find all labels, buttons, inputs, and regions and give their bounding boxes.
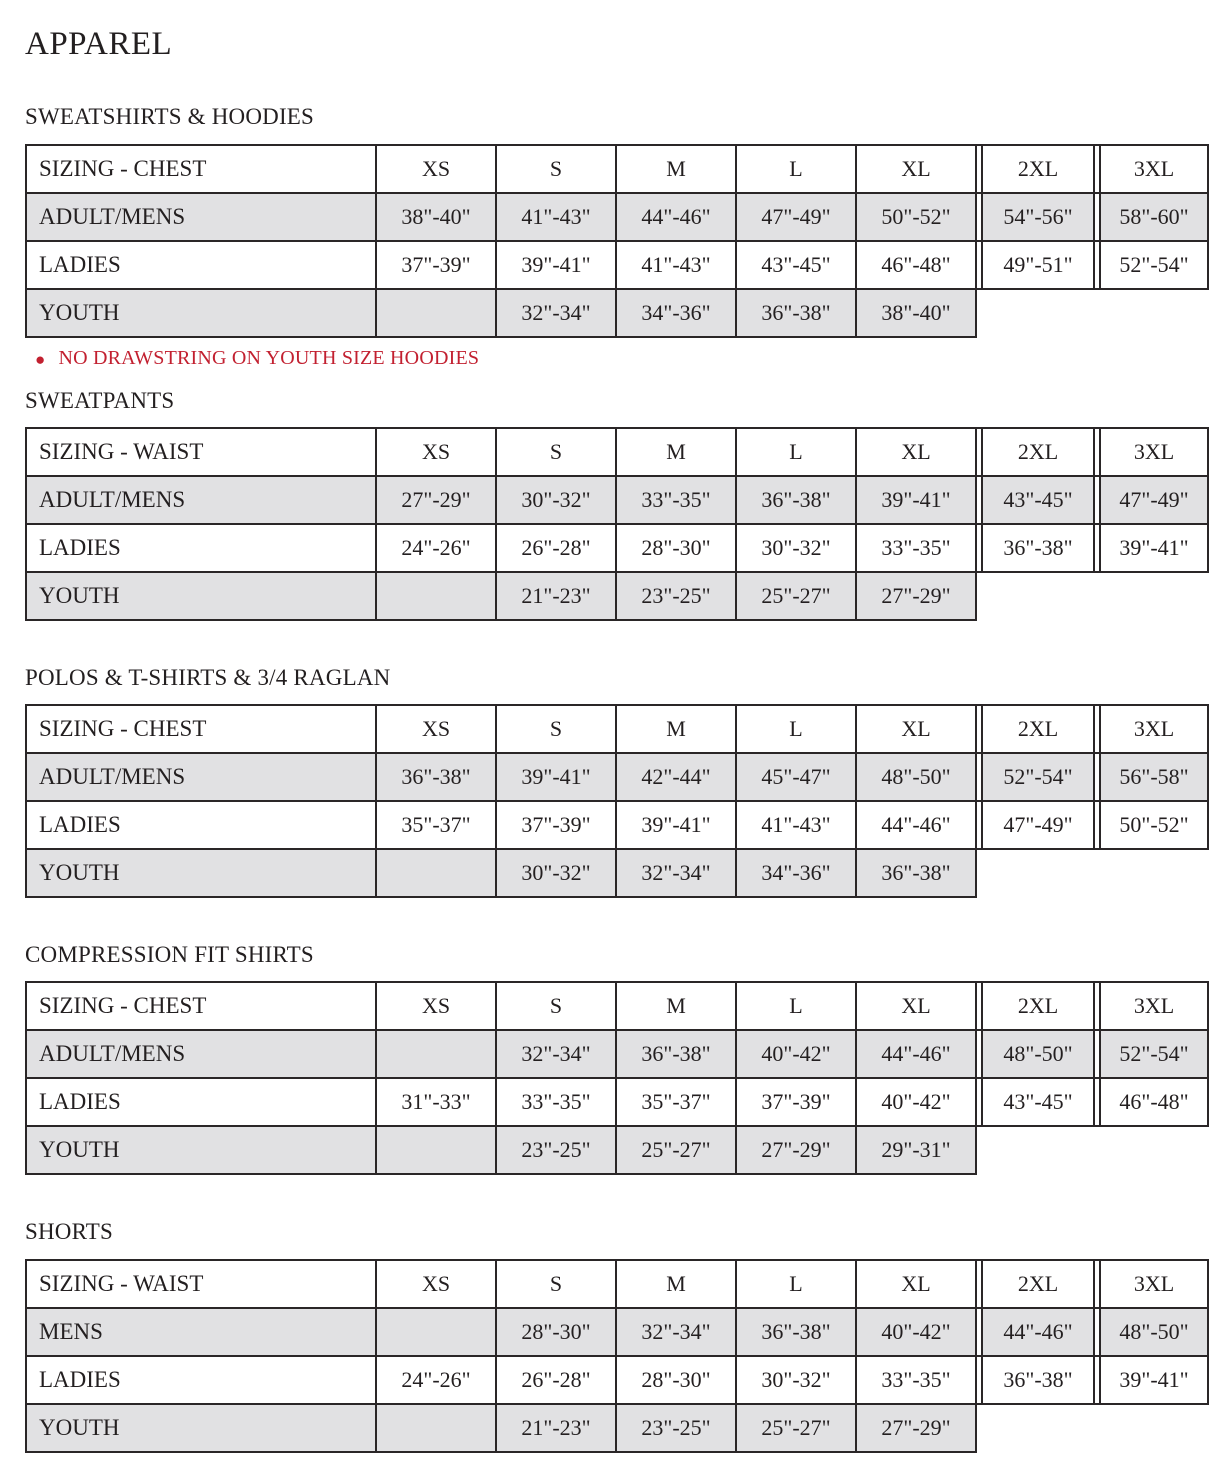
size-col-header: XL (856, 982, 976, 1030)
size-col-header: 2XL (982, 1260, 1094, 1308)
size-table-body (26, 428, 1208, 620)
size-col-header: L (736, 982, 856, 1030)
absent-cell (982, 289, 1094, 337)
row-label: LADIES (26, 524, 376, 572)
size-cell: 30"-32" (496, 476, 616, 524)
row-label: LADIES (26, 801, 376, 849)
size-cell: 32"-34" (616, 1308, 736, 1356)
size-col-header: S (496, 982, 616, 1030)
size-cell: 25"-27" (736, 1404, 856, 1452)
size-cell: 43"-45" (982, 1078, 1094, 1126)
corner-label: SIZING - CHEST (26, 705, 376, 753)
size-section (25, 1219, 1207, 1452)
size-cell: 31"-33" (376, 1078, 496, 1126)
size-table-body (26, 145, 1208, 337)
size-cell: 26"-28" (496, 1356, 616, 1404)
size-cell: 39"-41" (856, 476, 976, 524)
size-col-header: S (496, 428, 616, 476)
size-cell: 27"-29" (736, 1126, 856, 1174)
absent-cell (982, 1404, 1094, 1452)
size-cell: 33"-35" (856, 1356, 976, 1404)
size-cell: 46"-48" (856, 241, 976, 289)
size-col-header: M (616, 705, 736, 753)
size-col-header: 2XL (982, 428, 1094, 476)
size-cell: 33"-35" (856, 524, 976, 572)
size-cell: 54"-56" (982, 193, 1094, 241)
size-col-header: XS (376, 1260, 496, 1308)
size-cell: 21"-23" (496, 572, 616, 620)
size-cell: 37"-39" (736, 1078, 856, 1126)
size-row (26, 1308, 1208, 1356)
size-col-header: 2XL (982, 982, 1094, 1030)
size-row (26, 241, 1208, 289)
size-cell: 44"-46" (856, 801, 976, 849)
size-cell: 27"-29" (856, 1404, 976, 1452)
corner-label: SIZING - CHEST (26, 145, 376, 193)
size-col-header: M (616, 145, 736, 193)
size-row (26, 572, 1208, 620)
size-row (26, 1356, 1208, 1404)
size-cell: 34"-36" (736, 849, 856, 897)
row-label: ADULT/MENS (26, 476, 376, 524)
size-row (26, 1030, 1208, 1078)
size-cell: 39"-41" (1100, 1356, 1208, 1404)
note (35, 347, 1207, 370)
size-cell: 52"-54" (1100, 241, 1208, 289)
size-cell: 38"-40" (376, 193, 496, 241)
corner-label: SIZING - WAIST (26, 428, 376, 476)
header-row (26, 145, 1208, 193)
size-col-header: XS (376, 145, 496, 193)
size-cell: 48"-50" (1100, 1308, 1208, 1356)
size-cell: 27"-29" (856, 572, 976, 620)
size-col-header: M (616, 428, 736, 476)
size-col-header: S (496, 705, 616, 753)
size-table-body (26, 1260, 1208, 1452)
absent-cell (1100, 849, 1208, 897)
size-cell: 32"-34" (496, 289, 616, 337)
size-cell: 36"-38" (736, 476, 856, 524)
size-section (25, 942, 1207, 1175)
empty-cell (376, 1126, 496, 1174)
size-cell: 29"-31" (856, 1126, 976, 1174)
header-row (26, 705, 1208, 753)
empty-cell (376, 289, 496, 337)
size-cell: 41"-43" (736, 801, 856, 849)
size-col-header: 2XL (982, 145, 1094, 193)
size-col-header: L (736, 145, 856, 193)
size-cell: 38"-40" (856, 289, 976, 337)
size-col-header: XL (856, 705, 976, 753)
row-label: YOUTH (26, 1404, 376, 1452)
size-col-header: XL (856, 428, 976, 476)
row-label: YOUTH (26, 1126, 376, 1174)
corner-label: SIZING - WAIST (26, 1260, 376, 1308)
absent-cell (982, 849, 1094, 897)
empty-cell (376, 1404, 496, 1452)
size-cell: 40"-42" (736, 1030, 856, 1078)
size-cell: 36"-38" (982, 1356, 1094, 1404)
row-label: LADIES (26, 241, 376, 289)
note-text: NO DRAWSTRING ON YOUTH SIZE HOODIES (58, 346, 480, 369)
size-section (25, 388, 1207, 621)
size-cell: 47"-49" (982, 801, 1094, 849)
size-cell: 47"-49" (1100, 476, 1208, 524)
absent-cell (1100, 1126, 1208, 1174)
size-cell: 28"-30" (616, 524, 736, 572)
size-col-header: 3XL (1100, 982, 1208, 1030)
size-cell: 36"-38" (736, 289, 856, 337)
size-table-body (26, 982, 1208, 1174)
size-cell: 48"-50" (856, 753, 976, 801)
sections-container (25, 104, 1207, 1452)
size-cell: 42"-44" (616, 753, 736, 801)
size-cell: 49"-51" (982, 241, 1094, 289)
row-label: ADULT/MENS (26, 1030, 376, 1078)
page-title: APPAREL (25, 26, 173, 62)
size-cell: 52"-54" (1100, 1030, 1208, 1078)
size-row (26, 193, 1208, 241)
size-row (26, 849, 1208, 897)
size-cell: 41"-43" (616, 241, 736, 289)
absent-cell (1100, 289, 1208, 337)
size-cell: 43"-45" (982, 476, 1094, 524)
size-table (25, 1259, 1209, 1453)
size-cell: 28"-30" (496, 1308, 616, 1356)
empty-cell (376, 1308, 496, 1356)
size-col-header: M (616, 982, 736, 1030)
size-table (25, 981, 1209, 1175)
size-cell: 23"-25" (616, 572, 736, 620)
size-col-header: XS (376, 982, 496, 1030)
absent-cell (982, 1126, 1094, 1174)
size-cell: 39"-41" (496, 241, 616, 289)
size-cell: 25"-27" (616, 1126, 736, 1174)
size-cell: 46"-48" (1100, 1078, 1208, 1126)
row-label: ADULT/MENS (26, 753, 376, 801)
size-cell: 28"-30" (616, 1356, 736, 1404)
size-row (26, 1126, 1208, 1174)
size-cell: 48"-50" (982, 1030, 1094, 1078)
size-cell: 25"-27" (736, 572, 856, 620)
size-row (26, 476, 1208, 524)
size-cell: 41"-43" (496, 193, 616, 241)
size-table (25, 144, 1209, 338)
size-cell: 36"-38" (982, 524, 1094, 572)
size-cell: 26"-28" (496, 524, 616, 572)
size-cell: 30"-32" (496, 849, 616, 897)
empty-cell (376, 1030, 496, 1078)
size-cell: 37"-39" (496, 801, 616, 849)
size-row (26, 753, 1208, 801)
size-col-header: XL (856, 1260, 976, 1308)
size-cell: 50"-52" (1100, 801, 1208, 849)
size-col-header: XS (376, 705, 496, 753)
size-cell: 40"-42" (856, 1308, 976, 1356)
size-cell: 36"-38" (376, 753, 496, 801)
header-row (26, 428, 1208, 476)
size-cell: 36"-38" (736, 1308, 856, 1356)
size-cell: 47"-49" (736, 193, 856, 241)
size-cell: 44"-46" (616, 193, 736, 241)
row-label: ADULT/MENS (26, 193, 376, 241)
size-cell: 50"-52" (856, 193, 976, 241)
size-row (26, 801, 1208, 849)
section-heading: POLOS & T-SHIRTS & 3/4 RAGLAN (25, 664, 391, 690)
size-cell: 33"-35" (496, 1078, 616, 1126)
empty-cell (376, 849, 496, 897)
size-col-header: 3XL (1100, 705, 1208, 753)
size-col-header: S (496, 1260, 616, 1308)
size-cell: 23"-25" (616, 1404, 736, 1452)
size-section (25, 104, 1207, 369)
corner-label: SIZING - CHEST (26, 982, 376, 1030)
size-cell: 30"-32" (736, 1356, 856, 1404)
section-heading: SHORTS (25, 1219, 114, 1245)
row-label: LADIES (26, 1356, 376, 1404)
size-col-header: L (736, 1260, 856, 1308)
size-cell: 52"-54" (982, 753, 1094, 801)
size-col-header: L (736, 705, 856, 753)
size-cell: 35"-37" (376, 801, 496, 849)
size-cell: 30"-32" (736, 524, 856, 572)
size-cell: 44"-46" (856, 1030, 976, 1078)
absent-cell (982, 572, 1094, 620)
size-cell: 27"-29" (376, 476, 496, 524)
size-cell: 23"-25" (496, 1126, 616, 1174)
section-heading: SWEATSHIRTS & HOODIES (25, 104, 315, 130)
size-col-header: S (496, 145, 616, 193)
section-heading: SWEATPANTS (25, 387, 175, 413)
size-table (25, 427, 1209, 621)
size-row (26, 1404, 1208, 1452)
size-row (26, 289, 1208, 337)
size-cell: 39"-41" (1100, 524, 1208, 572)
empty-cell (376, 572, 496, 620)
size-col-header: M (616, 1260, 736, 1308)
size-cell: 21"-23" (496, 1404, 616, 1452)
size-col-header: XL (856, 145, 976, 193)
size-cell: 39"-41" (496, 753, 616, 801)
size-table (25, 704, 1209, 898)
size-col-header: L (736, 428, 856, 476)
size-cell: 37"-39" (376, 241, 496, 289)
size-cell: 58"-60" (1100, 193, 1208, 241)
size-col-header: 3XL (1100, 1260, 1208, 1308)
row-label: YOUTH (26, 289, 376, 337)
size-cell: 24"-26" (376, 1356, 496, 1404)
size-cell: 36"-38" (616, 1030, 736, 1078)
size-col-header: 3XL (1100, 428, 1208, 476)
size-cell: 43"-45" (736, 241, 856, 289)
bullet-icon: ● (35, 349, 46, 369)
size-cell: 40"-42" (856, 1078, 976, 1126)
size-cell: 45"-47" (736, 753, 856, 801)
size-section (25, 665, 1207, 898)
absent-cell (1100, 572, 1208, 620)
size-cell: 39"-41" (616, 801, 736, 849)
size-row (26, 1078, 1208, 1126)
size-col-header: 3XL (1100, 145, 1208, 193)
row-label: YOUTH (26, 849, 376, 897)
size-cell: 36"-38" (856, 849, 976, 897)
size-cell: 33"-35" (616, 476, 736, 524)
size-cell: 44"-46" (982, 1308, 1094, 1356)
size-cell: 24"-26" (376, 524, 496, 572)
row-label: YOUTH (26, 572, 376, 620)
header-row (26, 982, 1208, 1030)
row-label: LADIES (26, 1078, 376, 1126)
size-row (26, 524, 1208, 572)
absent-cell (1100, 1404, 1208, 1452)
size-cell: 32"-34" (496, 1030, 616, 1078)
size-cell: 56"-58" (1100, 753, 1208, 801)
size-cell: 34"-36" (616, 289, 736, 337)
size-col-header: XS (376, 428, 496, 476)
header-row (26, 1260, 1208, 1308)
section-heading: COMPRESSION FIT SHIRTS (25, 942, 314, 968)
size-cell: 32"-34" (616, 849, 736, 897)
size-cell: 35"-37" (616, 1078, 736, 1126)
row-label: MENS (26, 1308, 376, 1356)
size-col-header: 2XL (982, 705, 1094, 753)
size-table-body (26, 705, 1208, 897)
